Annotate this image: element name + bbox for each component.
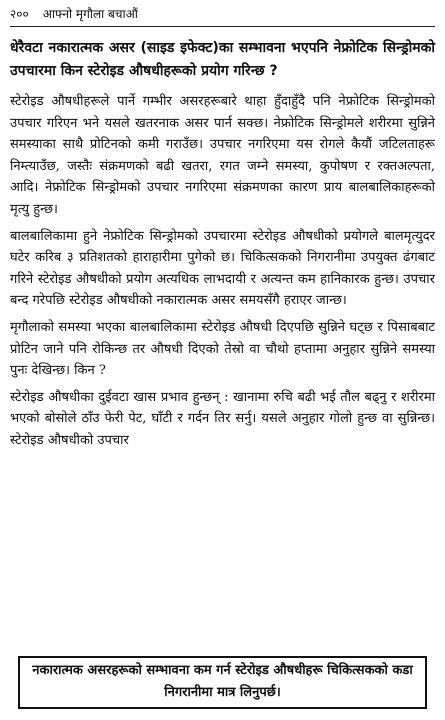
book-title: आफ्नो मृगौला बचाऔं (42, 7, 138, 21)
highlighted-callout-box: नकारात्मक असरहरूको सम्भावना कम गर्न स्टेरोइड औषधीहरू चिकित्सकको कडा निगरानीमा मात्र लिनुपर्छ। (18, 656, 427, 709)
paragraph: बालबालिकामा हुने नेफ्रोटिक सिन्ड्रोमको उपचारमा स्टेरोइड औषधीको प्रयोगले बालमृत्युदर घटेर करिब ३ प्रतिशतको हाराहारीमा पुगेको छ। चिकित्सकको निगरानीमा उपयुक्त ढंगबाट गरिने स्टेरोइड औषधीको प्रयोग अत्यधिक लाभदायी र अत्यन्त कम हानिकारक हुन्छ। उपचार बन्द गरेपछि स्टेरोइड औषधीको नकारात्मक असर समयसँगै हराएर जान्छ। (10, 228, 435, 309)
section-question-heading: धेरैवटा नकारात्मक असर (साइड इफेक्ट)का सम्भावना भएपनि नेफ्रोटिक सिन्ड्रोमको उपचारमा किन स्टेरोइड औषधीहरूको प्रयोग गरिन्छ ? (10, 40, 435, 79)
paragraph: स्टेरोइड औषधीका दुईवटा खास प्रभाव हुन्छन् : खानामा रुचि बढी भई तौल बढ्नु र शरीरमा भएको बोसोले ठाँउ फेरी पेट, घाँटी र गर्दन तिर सर्नु। यसले अनुहार गोलो हुन्छ वा सुन्निन्छ। स्टेरोइड औषधीको उपचार (10, 389, 435, 448)
running-header (10, 6, 435, 27)
paragraph: स्टेरोइड औषधीहरूले पार्ने गम्भीर असरहरूबारे थाहा हुँदाहुँदै पनि नेफ्रोटिक सिन्ड्रोमको उपचार गरिएन भने यसले खतरनाक असर पार्न सक्छ। नेफ्रोटिक सिन्ड्रोमले शरीरमा सुन्निने समस्याका साथै प्रोटिनको कमी गराउँछ। उपचार नगरिएमा यस रोगले कैयौं जटिलताहरू निम्त्याउँछ, जस्तैः संक्रमणको बढी खतरा, रगत जम्ने समस्या, कुपोषण र रक्तअल्पता, आदि। नेफ्रोटिक सिन्ड्रोमको उपचार नगरिएमा संक्रमणका कारण प्राय बालबालिकाहरूको मृत्यु हुन्छ। (10, 94, 435, 217)
body-text (10, 91, 435, 452)
page-number: २०० (10, 7, 29, 21)
paragraph: मृगौलाको समस्या भएका बालबालिकामा स्टेरोइड औषधी दिएपछि सुन्निने घट्छ र पिसाबबाट प्रोटिन जाने पनि रोकिन्छ तर औषधी दिएको तेस्रो वा चौथो हप्तामा अनुहार सुन्निने समस्या पुनः देखिन्छ। किन ? (10, 319, 435, 379)
